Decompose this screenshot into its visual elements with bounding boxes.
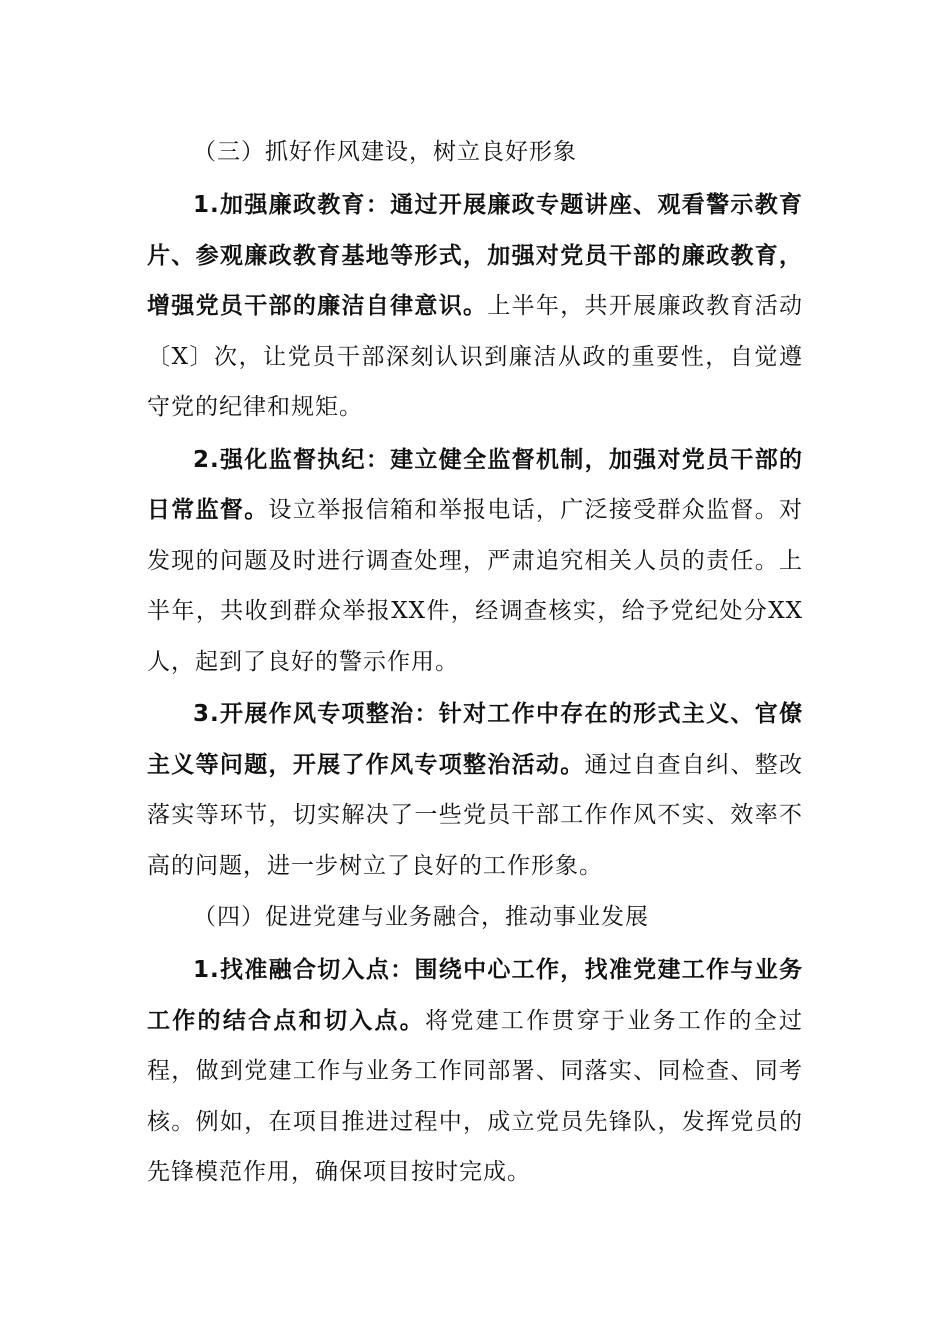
paragraph-lead: 2.强化监督执纪：建立健全监督机制，加强对党员干部的日常监督。 [147, 446, 803, 523]
section-heading: （四）促进党建与业务融合，推动事业发展 [193, 904, 649, 930]
paragraph-body: 设立举报信箱和举报电话，广泛接受群众监督。对发现的问题及时进行调查处理，严肃追究相关人员的责任。上半年，共收到群众举报XX件，经调查核实，给予党纪处分XX人，起到了良好的警示作用。 [147, 497, 804, 675]
paragraph-body: 将党建工作贯穿于业务工作的全过程，做到党建工作与业务工作同部署、同落实、同检查、同考核。例如，在项目推进过程中，成立党员先锋队，发挥党员的先锋模范作用，确保项目按时完成。 [147, 1007, 804, 1185]
paragraph-body: 通过自查自纠、整改落实等环节，切实解决了一些党员干部工作作风不实、效率不高的问题，进一步树立了良好的工作形象。 [147, 751, 804, 879]
paragraph-lead: 1.加强廉政教育：通过开展廉政专题讲座、观看警示教育片、参观廉政教育基地等形式，加强对党员干部的廉政教育，增强党员干部的廉洁自律意识。 [147, 192, 803, 319]
paragraph [147, 180, 803, 433]
paragraph-lead: 1.找准融合切入点：围绕中心工作，找准党建工作与业务工作的结合点和切入点。 [147, 957, 803, 1034]
paragraph [147, 689, 803, 891]
paragraph-body: 上半年，共开展廉政教育活动〔X〕次，让党员干部深刻认识到廉洁从政的重要性，自觉遵守党的纪律和规矩。 [147, 293, 804, 420]
document-page [147, 128, 803, 1200]
paragraph [147, 945, 803, 1198]
paragraph [147, 435, 803, 688]
section-heading: （三）抓好作风建设，树立良好形象 [193, 139, 577, 165]
paragraph-lead: 3.开展作风专项整治：针对工作中存在的形式主义、官僚主义等问题，开展了作风专项整治活动。 [147, 701, 803, 778]
